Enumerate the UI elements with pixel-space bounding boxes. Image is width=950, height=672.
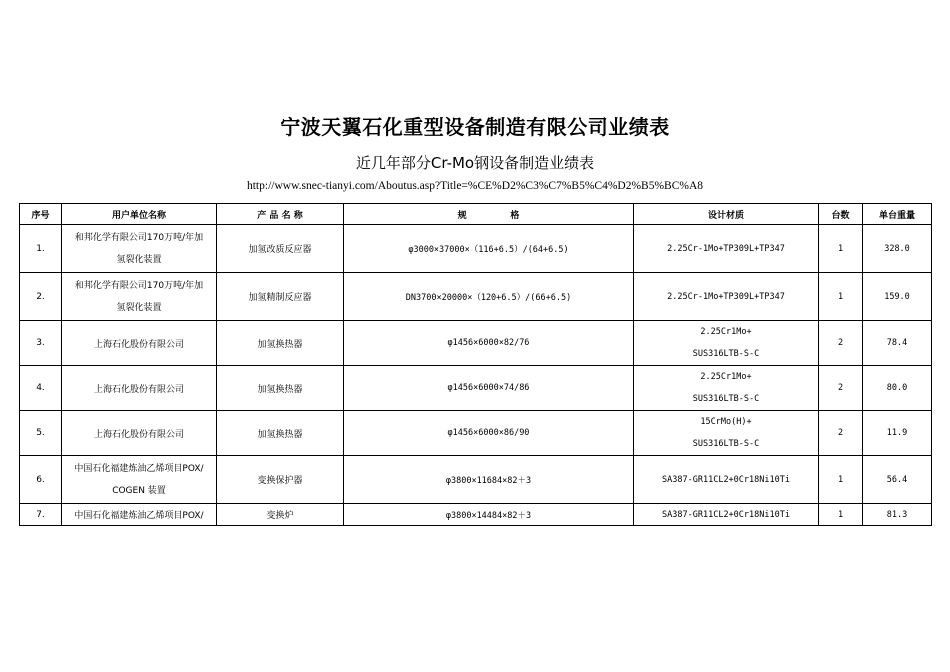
cell-material: SA387-GR11CL2+0Cr18Ni10Ti xyxy=(634,504,819,526)
cell-qty: 2 xyxy=(819,321,863,366)
cell-weight: 78.4 xyxy=(863,321,932,366)
cell-material xyxy=(634,366,819,411)
cell-customer xyxy=(62,273,217,321)
cell-spec: φ1456×6000×86/90 xyxy=(344,411,634,456)
cell-product: 变换保护器 xyxy=(217,456,344,504)
source-url: http://www.snec-tianyi.com/Aboutus.asp?Title=%CE%D2%C3%C7%B5%C4%D2%B5%BC%A8 xyxy=(246,180,704,192)
performance-table xyxy=(19,203,932,526)
cell-no: 3. xyxy=(20,321,62,366)
header-spec: 规 格 xyxy=(344,204,634,225)
header-qty: 台数 xyxy=(819,204,863,225)
material-line: 2.25Cr1Mo+ xyxy=(700,327,752,337)
cell-qty: 2 xyxy=(819,366,863,411)
material-line: SUS316LTB-S-C xyxy=(692,394,760,404)
customer-line: 和邦化学有限公司170万吨/年加 xyxy=(74,280,204,291)
table-row xyxy=(20,456,932,504)
customer-line: 氢裂化装置 xyxy=(116,254,162,265)
table-row xyxy=(20,411,932,456)
cell-spec: φ3000×37000×（116+6.5）/(64+6.5) xyxy=(344,225,634,273)
table-row xyxy=(20,225,932,273)
cell-weight: 56.4 xyxy=(863,456,932,504)
cell-weight: 81.3 xyxy=(863,504,932,526)
cell-no: 6. xyxy=(20,456,62,504)
cell-spec: φ3800×11684×82＋3 xyxy=(344,456,634,504)
material-line: 15CrMo(H)+ xyxy=(700,417,752,427)
material-line: SUS316LTB-S-C xyxy=(692,349,760,359)
cell-material: 2.25Cr-1Mo+TP309L+TP347 xyxy=(634,273,819,321)
cell-customer xyxy=(62,225,217,273)
cell-no: 1. xyxy=(20,225,62,273)
cell-weight: 328.0 xyxy=(863,225,932,273)
cell-customer: 上海石化股份有限公司 xyxy=(62,321,217,366)
cell-material: SA387-GR11CL2+0Cr18Ni10Ti xyxy=(634,456,819,504)
cell-product: 加氢换热器 xyxy=(217,366,344,411)
cell-no: 5. xyxy=(20,411,62,456)
cell-qty: 2 xyxy=(819,411,863,456)
table-row xyxy=(20,366,932,411)
cell-product: 加氢精制反应器 xyxy=(217,273,344,321)
document-title: 宁波天翼石化重型设备制造有限公司业绩表 xyxy=(280,115,670,139)
header-no: 序号 xyxy=(20,204,62,225)
cell-qty: 1 xyxy=(819,504,863,526)
cell-product: 变换炉 xyxy=(217,504,344,526)
cell-customer: 上海石化股份有限公司 xyxy=(62,411,217,456)
customer-line: 和邦化学有限公司170万吨/年加 xyxy=(74,232,204,243)
cell-customer: 上海石化股份有限公司 xyxy=(62,366,217,411)
cell-qty: 1 xyxy=(819,456,863,504)
cell-material xyxy=(634,411,819,456)
cell-weight: 11.9 xyxy=(863,411,932,456)
customer-line: 氢裂化装置 xyxy=(116,302,162,313)
table-row xyxy=(20,321,932,366)
material-line: SUS316LTB-S-C xyxy=(692,439,760,449)
cell-qty: 1 xyxy=(819,273,863,321)
cell-material: 2.25Cr-1Mo+TP309L+TP347 xyxy=(634,225,819,273)
material-line: 2.25Cr1Mo+ xyxy=(700,372,752,382)
header-weight: 单台重量 xyxy=(863,204,932,225)
cell-spec: DN3700×20000×（120+6.5）/(66+6.5) xyxy=(344,273,634,321)
table-header-row xyxy=(20,204,932,225)
table-row xyxy=(20,273,932,321)
cell-weight: 80.0 xyxy=(863,366,932,411)
cell-no: 2. xyxy=(20,273,62,321)
cell-product: 加氢改质反应器 xyxy=(217,225,344,273)
cell-no: 7. xyxy=(20,504,62,526)
cell-weight: 159.0 xyxy=(863,273,932,321)
cell-product: 加氢换热器 xyxy=(217,321,344,366)
cell-spec: φ1456×6000×82/76 xyxy=(344,321,634,366)
header-material: 设计材质 xyxy=(634,204,819,225)
cell-customer: 中国石化福建炼油乙烯项目POX/ xyxy=(62,504,217,526)
table-row xyxy=(20,504,932,526)
document-subtitle: 近几年部分Cr-Mo钢设备制造业绩表 xyxy=(355,154,595,172)
customer-line: COGEN 装置 xyxy=(112,485,166,496)
cell-spec: φ3800×14484×82＋3 xyxy=(344,504,634,526)
cell-customer xyxy=(62,456,217,504)
customer-line: 中国石化福建炼油乙烯项目POX/ xyxy=(74,463,204,474)
header-product: 产 品 名 称 xyxy=(217,204,344,225)
header-customer: 用户单位名称 xyxy=(62,204,217,225)
cell-qty: 1 xyxy=(819,225,863,273)
cell-no: 4. xyxy=(20,366,62,411)
cell-material xyxy=(634,321,819,366)
cell-spec: φ1456×6000×74/86 xyxy=(344,366,634,411)
cell-product: 加氢换热器 xyxy=(217,411,344,456)
